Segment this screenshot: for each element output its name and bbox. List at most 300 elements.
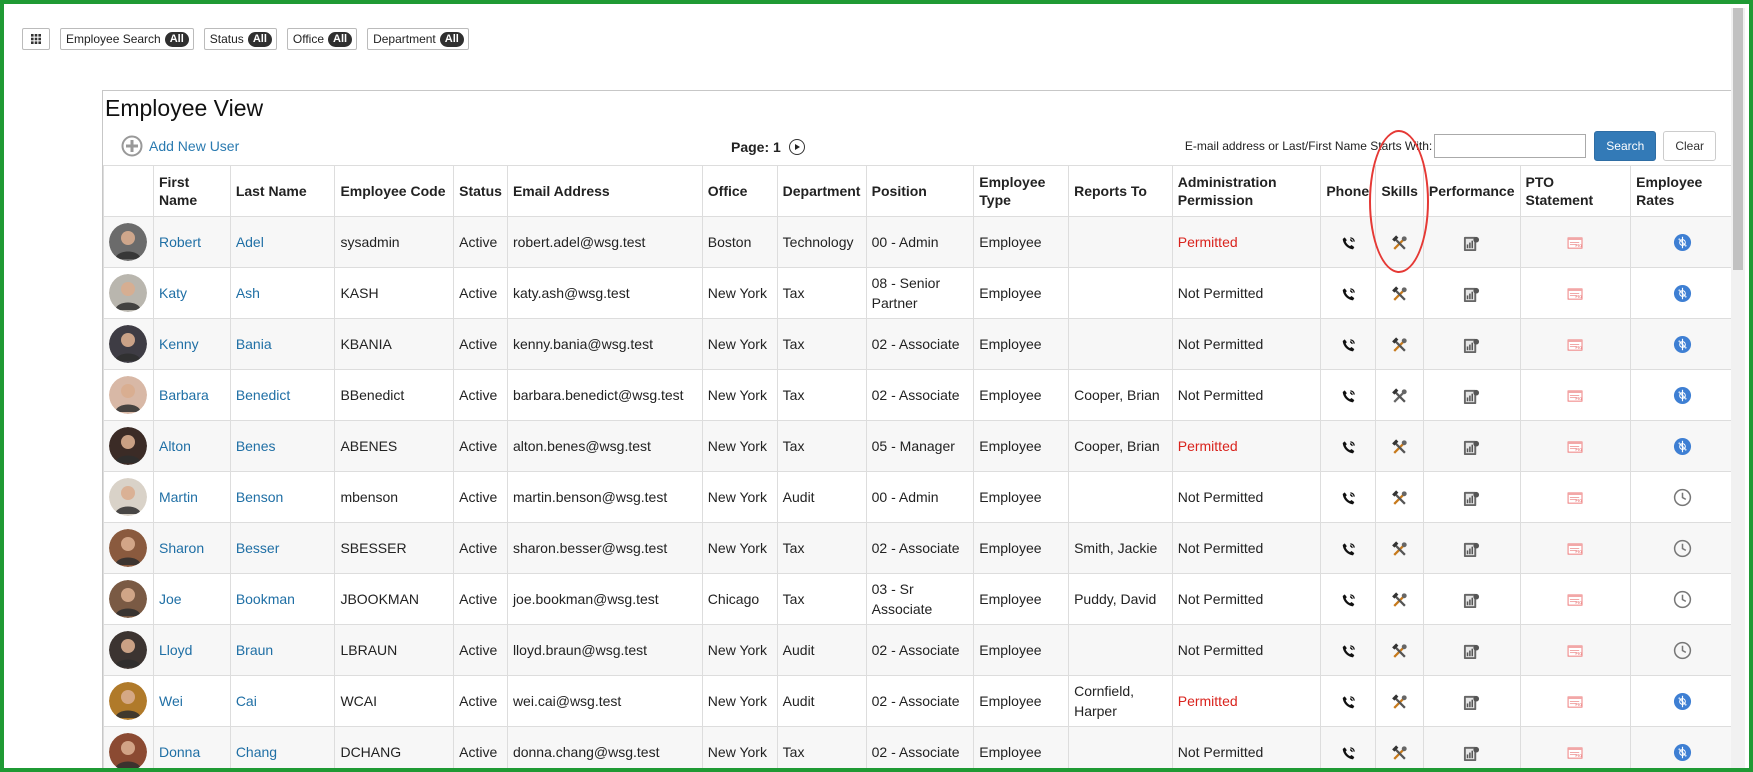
status-cell: Active [454, 370, 508, 421]
rates-cell [1631, 268, 1735, 319]
rates-cell [1631, 727, 1735, 772]
performance-chart-icon[interactable] [1463, 490, 1480, 507]
office-cell: Chicago [702, 574, 777, 625]
last-name-link[interactable]: Bookman [235, 591, 295, 607]
table-header-row [104, 166, 1735, 217]
position-cell: 05 - Manager [866, 421, 974, 472]
office-cell: New York [702, 523, 777, 574]
email-cell: barbara.benedict@wsg.test [507, 370, 702, 421]
position-cell: 03 - Sr Associate [866, 574, 974, 625]
last-name-link[interactable]: Besser [235, 540, 280, 556]
phone-cell [1321, 574, 1376, 625]
office-cell: New York [702, 676, 777, 727]
rates-clock-icon[interactable] [1673, 539, 1692, 558]
last-name-link[interactable]: Bania [235, 336, 272, 352]
filter-badge: All [328, 32, 352, 47]
pto-statement-icon[interactable] [1567, 288, 1584, 301]
next-page-button[interactable] [789, 139, 805, 155]
avatar[interactable] [109, 223, 148, 261]
last-name-link[interactable]: Benson [235, 489, 284, 505]
position-cell: 02 - Associate [866, 523, 974, 574]
last-name-cell [230, 268, 335, 319]
last-name-cell [230, 217, 335, 268]
employee-type-cell: Employee [974, 472, 1069, 523]
last-name-link[interactable]: Cai [235, 693, 257, 709]
employee-code-cell: sysadmin [335, 217, 454, 268]
email-cell: martin.benson@wsg.test [507, 472, 702, 523]
pto-statement-icon[interactable] [1567, 492, 1584, 505]
last-name-cell [230, 676, 335, 727]
employee-type-cell: Employee [974, 676, 1069, 727]
pager [731, 139, 805, 155]
table-row [104, 574, 1735, 625]
rates-blue-icon[interactable] [1673, 335, 1692, 354]
header-email[interactable]: Email Address [507, 166, 702, 217]
skills-tools-icon[interactable] [1391, 592, 1408, 609]
rates-cell [1631, 421, 1735, 472]
performance-chart-icon[interactable] [1463, 388, 1480, 405]
vertical-scrollbar[interactable] [1731, 8, 1745, 772]
employee-type-cell: Employee [974, 574, 1069, 625]
phone-icon[interactable] [1341, 338, 1356, 353]
pto-cell [1520, 421, 1631, 472]
last-name-link[interactable]: Chang [235, 744, 278, 760]
table-row [104, 217, 1735, 268]
last-name-cell [230, 319, 335, 370]
pto-statement-icon[interactable] [1567, 747, 1584, 760]
last-name-link[interactable]: Benedict [235, 387, 291, 403]
svg-text:PTO: PTO [1575, 600, 1582, 605]
filter-label: Employee Search [66, 32, 161, 46]
performance-cell [1423, 523, 1520, 574]
status-cell: Active [454, 472, 508, 523]
avatar[interactable] [109, 631, 148, 669]
performance-cell [1423, 370, 1520, 421]
employee-code-cell: JBOOKMAN [335, 574, 454, 625]
employee-type-cell: Employee [974, 421, 1069, 472]
position-cell: 02 - Associate [866, 370, 974, 421]
performance-chart-icon[interactable] [1463, 541, 1480, 558]
grid-icon [31, 34, 41, 44]
first-name-cell [153, 574, 230, 625]
avatar-cell [104, 217, 154, 268]
position-cell: 02 - Associate [866, 727, 974, 772]
department-cell: Tax [777, 370, 866, 421]
table-row [104, 523, 1735, 574]
rates-clock-icon[interactable] [1673, 590, 1692, 609]
header-first-name[interactable]: First Name [153, 166, 230, 217]
employee-type-cell: Employee [974, 727, 1069, 772]
employee-code-cell: mbenson [335, 472, 454, 523]
last-name-link[interactable]: Ash [235, 285, 260, 301]
pto-statement-icon[interactable] [1567, 441, 1584, 454]
employee-view-panel [102, 90, 1735, 772]
performance-cell [1423, 319, 1520, 370]
avatar[interactable] [109, 529, 148, 567]
first-name-link[interactable]: Katy [158, 285, 187, 301]
pto-cell [1520, 523, 1631, 574]
pto-statement-icon[interactable] [1567, 594, 1584, 607]
pto-cell [1520, 370, 1631, 421]
phone-cell [1321, 472, 1376, 523]
header-avatar [104, 166, 154, 217]
skills-cell [1376, 268, 1424, 319]
admin-permission-cell: Permitted [1172, 676, 1321, 727]
last-name-cell [230, 472, 335, 523]
phone-cell [1321, 421, 1376, 472]
phone-icon[interactable] [1341, 440, 1356, 455]
skills-tools-icon[interactable] [1391, 694, 1408, 711]
admin-permission-cell: Permitted [1172, 217, 1321, 268]
table-row [104, 319, 1735, 370]
add-new-user-label: Add New User [149, 138, 240, 154]
phone-cell [1321, 625, 1376, 676]
phone-icon[interactable] [1341, 491, 1356, 506]
pto-statement-icon[interactable] [1567, 390, 1584, 403]
position-cell: 02 - Associate [866, 625, 974, 676]
first-name-link[interactable]: Joe [158, 591, 182, 607]
add-circle-icon [121, 135, 143, 157]
header-performance: Performance [1423, 166, 1520, 217]
employee-code-cell: WCAI [335, 676, 454, 727]
filter-label: Department [373, 32, 436, 46]
last-name-link[interactable]: Benes [235, 438, 276, 454]
avatar[interactable] [109, 733, 148, 771]
phone-cell [1321, 676, 1376, 727]
employee-type-cell: Employee [974, 625, 1069, 676]
header-skills: Skills [1376, 166, 1424, 217]
header-status[interactable]: Status [454, 166, 508, 217]
filter-department[interactable] [367, 28, 469, 50]
filter-bar [22, 28, 469, 50]
first-name-link[interactable]: Lloyd [158, 642, 193, 658]
avatar[interactable] [109, 274, 148, 312]
reports-to-cell [1069, 217, 1173, 268]
rates-blue-icon[interactable] [1673, 233, 1692, 252]
rates-blue-icon[interactable] [1673, 692, 1692, 711]
department-cell: Tax [777, 574, 866, 625]
phone-cell [1321, 370, 1376, 421]
position-cell: 00 - Admin [866, 472, 974, 523]
department-cell: Tax [777, 268, 866, 319]
rates-cell [1631, 523, 1735, 574]
phone-icon[interactable] [1341, 287, 1356, 302]
performance-chart-icon[interactable] [1463, 337, 1480, 354]
header-employee-code[interactable]: Employee Code [335, 166, 454, 217]
search-button[interactable]: Search [1594, 131, 1656, 161]
reports-to-cell: Cornfield, Harper [1069, 676, 1173, 727]
rates-cell [1631, 319, 1735, 370]
reports-to-cell [1069, 727, 1173, 772]
table-row [104, 370, 1735, 421]
phone-icon[interactable] [1341, 695, 1356, 710]
avatar-cell [104, 370, 154, 421]
search-area [1185, 131, 1716, 161]
phone-cell [1321, 268, 1376, 319]
header-last-name[interactable]: Last Name [230, 166, 335, 217]
pto-cell [1520, 319, 1631, 370]
performance-cell [1423, 727, 1520, 772]
svg-text:PTO: PTO [1575, 345, 1582, 350]
avatar[interactable] [109, 325, 148, 363]
header-phone: Phone [1321, 166, 1376, 217]
pto-statement-icon[interactable] [1567, 543, 1584, 556]
avatar-cell [104, 625, 154, 676]
position-cell: 00 - Admin [866, 217, 974, 268]
rates-clock-icon[interactable] [1673, 488, 1692, 507]
employee-code-cell: SBESSER [335, 523, 454, 574]
rates-blue-icon[interactable] [1673, 437, 1692, 456]
clear-button[interactable]: Clear [1663, 131, 1716, 161]
status-cell: Active [454, 319, 508, 370]
pto-cell [1520, 217, 1631, 268]
phone-icon[interactable] [1341, 644, 1356, 659]
header-admin-permission[interactable]: Administration Permission [1172, 166, 1321, 217]
avatar-cell [104, 268, 154, 319]
last-name-cell [230, 370, 335, 421]
skills-tools-icon[interactable] [1391, 439, 1408, 456]
performance-chart-icon[interactable] [1463, 235, 1480, 252]
department-cell: Tax [777, 523, 866, 574]
email-cell: donna.chang@wsg.test [507, 727, 702, 772]
filter-badge: All [165, 32, 189, 47]
office-cell: New York [702, 370, 777, 421]
status-cell: Active [454, 574, 508, 625]
admin-permission-cell: Not Permitted [1172, 472, 1321, 523]
employee-code-cell: KBANIA [335, 319, 454, 370]
last-name-link[interactable]: Adel [235, 234, 264, 250]
pto-cell [1520, 472, 1631, 523]
phone-cell [1321, 319, 1376, 370]
search-input[interactable] [1434, 134, 1586, 158]
header-position[interactable]: Position [866, 166, 974, 217]
skills-cell [1376, 217, 1424, 268]
skills-cell [1376, 574, 1424, 625]
status-cell: Active [454, 268, 508, 319]
performance-cell [1423, 268, 1520, 319]
svg-text:PTO: PTO [1575, 396, 1582, 401]
skills-cell [1376, 625, 1424, 676]
admin-permission-cell: Permitted [1172, 421, 1321, 472]
office-cell: New York [702, 421, 777, 472]
skills-tools-icon[interactable] [1391, 745, 1408, 762]
department-cell: Tax [777, 319, 866, 370]
position-cell: 08 - Senior Partner [866, 268, 974, 319]
table-row [104, 421, 1735, 472]
first-name-link[interactable]: Kenny [158, 336, 199, 352]
avatar[interactable] [109, 580, 148, 618]
rates-cell [1631, 472, 1735, 523]
add-new-user-link[interactable] [121, 135, 239, 157]
admin-permission-cell: Not Permitted [1172, 268, 1321, 319]
last-name-link[interactable]: Braun [235, 642, 274, 658]
avatar-cell [104, 574, 154, 625]
skills-tools-icon[interactable] [1391, 286, 1408, 303]
status-cell: Active [454, 625, 508, 676]
email-cell: joe.bookman@wsg.test [507, 574, 702, 625]
rates-blue-icon[interactable] [1673, 743, 1692, 762]
first-name-cell [153, 523, 230, 574]
employee-type-cell: Employee [974, 319, 1069, 370]
page-number: Page: 1 [731, 139, 781, 155]
avatar-cell [104, 727, 154, 772]
filter-office[interactable] [287, 28, 357, 50]
performance-chart-icon[interactable] [1463, 286, 1480, 303]
employee-code-cell: ABENES [335, 421, 454, 472]
rates-cell [1631, 217, 1735, 268]
rates-cell [1631, 370, 1735, 421]
skills-cell [1376, 370, 1424, 421]
first-name-cell [153, 676, 230, 727]
first-name-link[interactable]: Sharon [158, 540, 205, 556]
admin-permission-cell: Not Permitted [1172, 370, 1321, 421]
reports-to-cell [1069, 319, 1173, 370]
phone-icon[interactable] [1341, 746, 1356, 761]
skills-cell [1376, 421, 1424, 472]
svg-text:PTO: PTO [1575, 498, 1582, 503]
svg-text:PTO: PTO [1575, 243, 1582, 248]
header-reports-to[interactable]: Reports To [1069, 166, 1173, 217]
header-department[interactable]: Department [777, 166, 866, 217]
pto-cell [1520, 727, 1631, 772]
table-row [104, 676, 1735, 727]
avatar[interactable] [109, 682, 148, 720]
skills-tools-icon[interactable] [1391, 541, 1408, 558]
svg-text:PTO: PTO [1575, 753, 1582, 758]
first-name-link[interactable]: Wei [158, 693, 183, 709]
first-name-link[interactable]: Alton [158, 438, 191, 454]
first-name-cell [153, 319, 230, 370]
reports-to-cell: Smith, Jackie [1069, 523, 1173, 574]
pto-statement-icon[interactable] [1567, 237, 1584, 250]
employee-type-cell: Employee [974, 268, 1069, 319]
filter-badge: All [248, 32, 272, 47]
skills-tools-icon[interactable] [1391, 490, 1408, 507]
department-cell: Tax [777, 727, 866, 772]
email-cell: alton.benes@wsg.test [507, 421, 702, 472]
header-employee-type[interactable]: Employee Type [974, 166, 1069, 217]
email-cell: lloyd.braun@wsg.test [507, 625, 702, 676]
reports-to-cell: Cooper, Brian [1069, 370, 1173, 421]
performance-cell [1423, 217, 1520, 268]
skills-tools-icon[interactable] [1391, 337, 1408, 354]
avatar-cell [104, 319, 154, 370]
employee-code-cell: LBRAUN [335, 625, 454, 676]
first-name-cell [153, 217, 230, 268]
reports-to-cell: Cooper, Brian [1069, 421, 1173, 472]
rates-clock-icon[interactable] [1673, 641, 1692, 660]
first-name-link[interactable]: Barbara [158, 387, 209, 403]
svg-text:PTO: PTO [1575, 549, 1582, 554]
last-name-cell [230, 574, 335, 625]
status-cell: Active [454, 523, 508, 574]
pto-statement-icon[interactable] [1567, 696, 1584, 709]
performance-chart-icon[interactable] [1463, 592, 1480, 609]
position-cell: 02 - Associate [866, 676, 974, 727]
office-cell: New York [702, 472, 777, 523]
pto-statement-icon[interactable] [1567, 339, 1584, 352]
first-name-link[interactable]: Martin [158, 489, 198, 505]
skills-tools-icon[interactable] [1391, 643, 1408, 660]
last-name-cell [230, 727, 335, 772]
svg-text:PTO: PTO [1575, 447, 1582, 452]
first-name-cell [153, 370, 230, 421]
rates-cell [1631, 676, 1735, 727]
pto-statement-icon[interactable] [1567, 645, 1584, 658]
skills-cell [1376, 727, 1424, 772]
admin-permission-cell: Not Permitted [1172, 574, 1321, 625]
table-row [104, 472, 1735, 523]
position-cell: 02 - Associate [866, 319, 974, 370]
office-cell: New York [702, 319, 777, 370]
email-cell: katy.ash@wsg.test [507, 268, 702, 319]
header-office[interactable]: Office [702, 166, 777, 217]
skills-tools-icon[interactable] [1391, 235, 1408, 252]
phone-icon[interactable] [1341, 236, 1356, 251]
avatar[interactable] [109, 376, 148, 414]
table-row [104, 268, 1735, 319]
scrollbar-thumb[interactable] [1733, 8, 1743, 270]
filter-label: Status [209, 32, 244, 46]
phone-icon[interactable] [1341, 542, 1356, 557]
employee-code-cell: DCHANG [335, 727, 454, 772]
avatar-cell [104, 523, 154, 574]
performance-chart-icon[interactable] [1463, 745, 1480, 762]
admin-permission-cell: Not Permitted [1172, 727, 1321, 772]
table-row [104, 727, 1735, 772]
header-pto-statement: PTO Statement [1520, 166, 1631, 217]
performance-cell [1423, 421, 1520, 472]
pto-cell [1520, 676, 1631, 727]
filter-label: Office [292, 32, 324, 46]
filter-employee-search[interactable] [60, 28, 194, 50]
page-title: Employee View [105, 95, 264, 121]
first-name-cell [153, 472, 230, 523]
department-cell: Audit [777, 625, 866, 676]
reports-to-cell [1069, 625, 1173, 676]
grid-menu-button[interactable] [22, 28, 50, 50]
reports-to-cell: Puddy, David [1069, 574, 1173, 625]
filter-status[interactable] [204, 28, 277, 50]
avatar[interactable] [109, 478, 148, 516]
header-employee-rates: Employee Rates [1631, 166, 1735, 217]
last-name-cell [230, 625, 335, 676]
performance-chart-icon[interactable] [1463, 694, 1480, 711]
admin-permission-cell: Not Permitted [1172, 625, 1321, 676]
avatar-cell [104, 676, 154, 727]
department-cell: Audit [777, 472, 866, 523]
first-name-link[interactable]: Donna [158, 744, 201, 760]
performance-chart-icon[interactable] [1463, 439, 1480, 456]
office-cell: New York [702, 268, 777, 319]
skills-gray-icon[interactable] [1391, 388, 1408, 405]
performance-chart-icon[interactable] [1463, 643, 1480, 660]
employee-type-cell: Employee [974, 370, 1069, 421]
pto-cell [1520, 574, 1631, 625]
first-name-link[interactable]: Robert [158, 234, 202, 250]
avatar[interactable] [109, 427, 148, 465]
office-cell: New York [702, 625, 777, 676]
phone-icon[interactable] [1341, 593, 1356, 608]
phone-cell [1321, 217, 1376, 268]
svg-text:PTO: PTO [1575, 651, 1582, 656]
phone-icon[interactable] [1341, 389, 1356, 404]
filter-badge: All [440, 32, 464, 47]
reports-to-cell [1069, 472, 1173, 523]
rates-blue-icon[interactable] [1673, 386, 1692, 405]
svg-text:PTO: PTO [1575, 702, 1582, 707]
rates-blue-icon[interactable] [1673, 284, 1692, 303]
